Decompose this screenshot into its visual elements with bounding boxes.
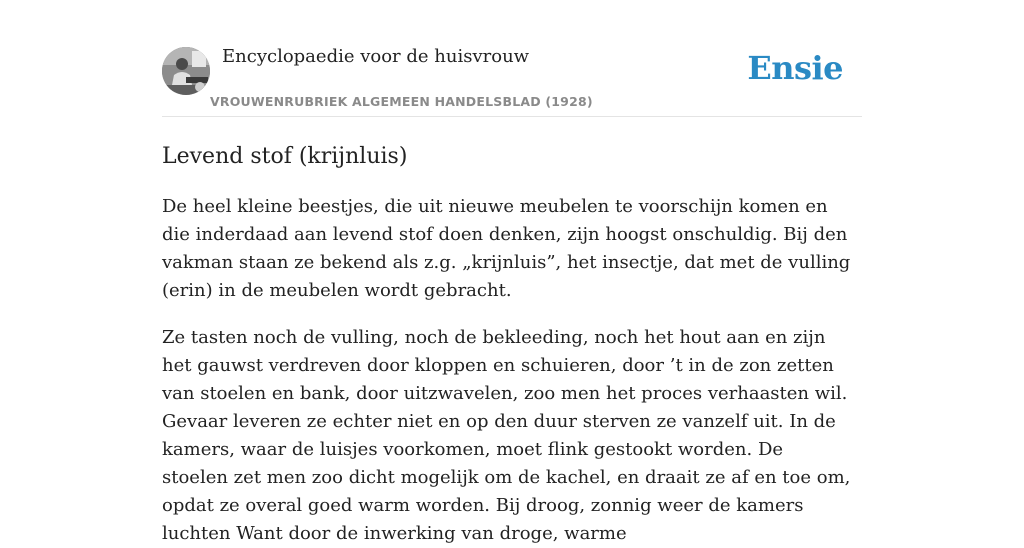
site-subtitle: VROUWENRUBRIEK ALGEMEEN HANDELSBLAD (1928) [210, 94, 593, 109]
site-header [162, 0, 862, 117]
article-paragraph: De heel kleine beestjes, die uit nieuwe meubelen te voorschijn komen en die inderdaad aan levend stof doen denken, zijn hoogst onschuldig. Bij den vakman staan ze bekend als z.g. „krijnluis”, het insectje, dat met de vulling (erin) in de meubelen wordt gebracht. [162, 196, 851, 301]
page-container [162, 0, 862, 548]
avatar-photo-icon [162, 47, 210, 95]
avatar[interactable] [162, 47, 210, 95]
article-paragraph: Ze tasten noch de vulling, noch de bekleeding, noch het hout aan en zijn het gauwst verdreven door kloppen en schuieren, door ’t in de zon zetten van stoelen en bank, door uitzwavelen, zoo men het proces verhaasten wil. Gevaar leveren ze echter niet en op den duur sterven ze vanzelf uit. In de kamers, waar de luisjes voorkomen, moet flink gestookt worden. De stoelen zet men zoo dicht mogelijk om de kachel, en draait ze af en toe om, opdat ze overal goed warm worden. Bij droog, zonnig weer de kamers luchten Want door de inwerking van droge, warme [162, 327, 851, 544]
site-title[interactable]: Encyclopaedie voor de huisvrouw [222, 46, 530, 67]
brand-logo[interactable]: Ensie [747, 49, 843, 87]
article-title: Levend stof (krijnluis) [162, 144, 408, 169]
